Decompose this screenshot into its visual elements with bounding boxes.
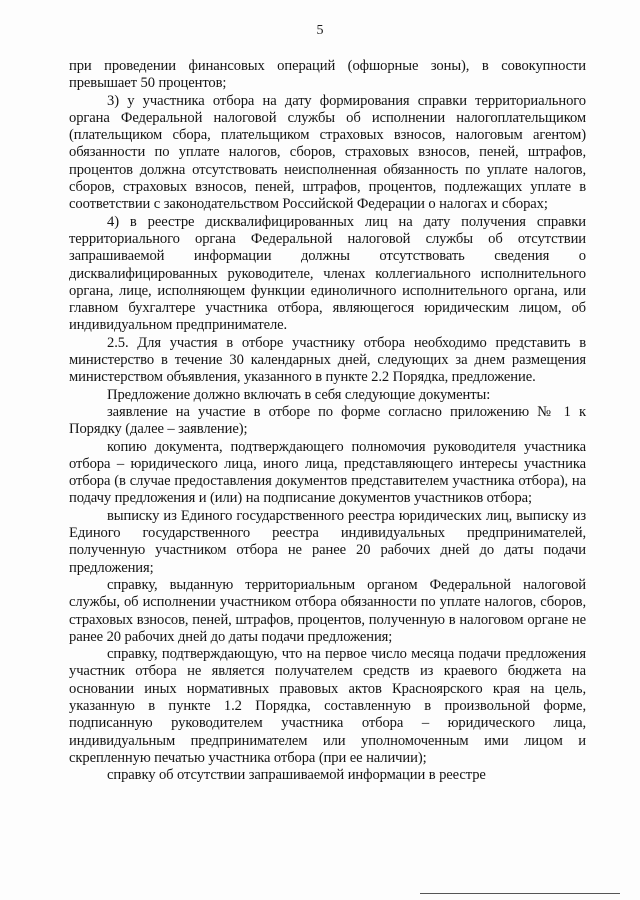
paragraph-section-2-5: 2.5. Для участия в отборе участнику отбора необходимо представить в министерство в течение 30 календарных дней, следующих за днем размещения министерством объявления, указанного в пункте 2.2 Порядка, предложение. — [69, 334, 586, 386]
page-number: 5 — [316, 23, 324, 38]
paragraph-registry-extract: выписку из Единого государственного реестра юридических лиц, выписку из Единого государственного реестра индивидуальных предпринимателей, полученную участником отбора не ранее 20 рабочих дней до даты подачи предложения; — [69, 507, 586, 576]
paragraph-tax-certificate: справку, выданную территориальным органом Федеральной налоговой службы, об исполнении участником отбора обязанности по уплате налогов, сборов, страховых взносов, пеней, штрафов, процентов, полученную в налоговом органе не ранее 20 рабочих дней до даты подачи предложения; — [69, 576, 586, 645]
paragraph-documents-intro: Предложение должно включать в себя следующие документы: — [107, 386, 491, 403]
paragraph-funding-certificate: справку, подтверждающую, что на первое число месяца подачи предложения участник отбора не является получателем средств из краевого бюджета на основании иных нормативных правовых актов Красноярского края на цель, указанную в пункте 1.2 Порядка, составленную в произвольной форме, подписанную руководителем участника отбора – юридического лица, индивидуальным предпринимателем или уполномоченным ими лицом и скрепленную печатью участника отбора (при ее наличии); — [69, 646, 586, 766]
paragraph-application: заявление на участие в отборе по форме согласно приложению № 1 к Порядку (далее – заявление); — [69, 403, 586, 438]
paragraph-authority-copy: копию документа, подтверждающего полномочия руководителя участника отбора – юридического лица, иного лица, представляющего интересы участника отбора (в случае предоставления документов представителем участника отбора), на подачу предложения и (или) на подписание документов участников отбора; — [69, 438, 586, 507]
paragraph-continuation: при проведении финансовых операций (офшорные зоны), в совокупности превышает 50 процентов; — [69, 58, 586, 92]
bottom-divider — [420, 893, 620, 894]
paragraph-item-4: 4) в реестре дисквалифицированных лиц на дату получения справки территориального органа Федеральной налоговой службы об отсутствии запрашиваемой информации должны отсутствовать сведения о дисквалифицированных руководителе, членах коллегиального исполнительного органа, лице, исполняющем функции единоличного исполнительного органа, или главном бухгалтере участника отбора, являющегося юридическим лицом, об индивидуальном предпринимателе. — [69, 213, 586, 334]
paragraph-registry-certificate: справку об отсутствии запрашиваемой информации в реестре — [107, 767, 486, 784]
document-body — [69, 58, 586, 784]
paragraph-item-3: 3) у участника отбора на дату формирования справки территориального органа Федеральной налоговой службы об исполнении налогоплательщиком (плательщиком сбора, плательщиком страховых взносов, налоговым агентом) обязанности по уплате налогов, сборов, страховых взносов, пеней, штрафов, процентов должна отсутствовать неисполненная обязанность по уплате налогов, сборов, страховых взносов, пеней, штрафов, процентов, подлежащих уплате в соответствии с законодательством Российской Федерации о налогах и сборах; — [69, 92, 586, 213]
